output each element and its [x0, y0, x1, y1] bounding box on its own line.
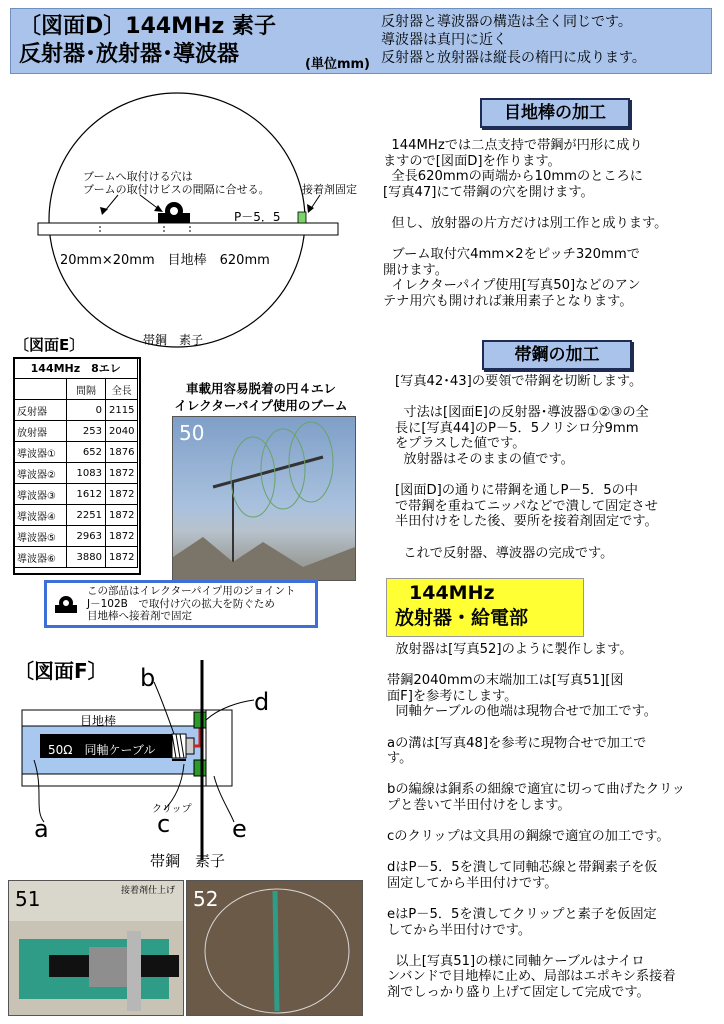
- header-note-1: 反射器と導波器の構造は全く同じです。: [381, 14, 632, 30]
- photo50-number: 50: [179, 421, 205, 445]
- table-header-cell: [14, 379, 67, 400]
- table-header-cell: 全長: [106, 379, 138, 400]
- table-cell: 3880: [67, 547, 106, 568]
- f-letter-b: b: [140, 664, 156, 692]
- photo50-caption-2: イレクターパイプ使用のブーム: [174, 398, 348, 413]
- joint-note-text: [87, 585, 296, 623]
- photo51-label: 接着剤仕上げ: [121, 886, 176, 896]
- f-letter-a: a: [34, 815, 49, 843]
- glue-label: 接着剤固定: [302, 183, 357, 196]
- rod-label: 20mm×20mm 目地棒 620mm: [60, 253, 270, 268]
- f-rod-label: 目地棒: [80, 714, 117, 728]
- table-cell: 652: [67, 442, 106, 463]
- section-text-radiator: 放射器は[写真52]のように製作します。 帯鋼2040mmの末端加工は[写真51][図 面F]を参考にします。 同軸ケーブルの他端は現物合せで加工です。 aの溝は[写真48]を参考に現物合せで加工で す。 bの編線は銅系の細線で適宜に切って曲げたクリッ プと巻いて半田付けをします。 cのクリップは文具用の鋼線で適宜の加工です。 dはP－5．5を潰して同軸芯線と帯鋼素子を仮 固定してから半田付けです。 eはP－5．5を潰してクリップと素子を仮固定 してから半田付けです。 以上[写真51]の様に同軸ケーブルはナイロ ンバンドで目地棒に止め、局部はエポキシ系接着 剤でしっかり盛り上げて固定して完成です。: [387, 642, 685, 1001]
- section-text-rod: 144MHzでは二点支持で帯鋼が円形に成り ますので[図面D]を作ります。 全長620mmの両端から10mmのところに [写真47]にて帯鋼の穴を開けます。 但し、放射器の片方だけは別工作と成ります。 ブーム取付穴4mm×2をピッチ320mmで 開けます。 イレクターパイプ使用[写真50]などのアン テナ用穴も開ければ兼用素子となります。: [383, 138, 668, 309]
- photo50-caption: [150, 380, 372, 414]
- joint-icon: [53, 593, 79, 615]
- table-cell: 2040: [106, 421, 138, 442]
- table-cell: 導波器④: [14, 505, 67, 526]
- table-cell: 0: [67, 400, 106, 421]
- table-cell: 導波器②: [14, 463, 67, 484]
- table-cell: 導波器⑤: [14, 526, 67, 547]
- table-cell: 1872: [106, 463, 138, 484]
- table-cell: 2115: [106, 400, 138, 421]
- table-row: [14, 400, 138, 421]
- f-letter-c: c: [157, 810, 171, 838]
- section-heading-radiator: [386, 578, 584, 637]
- table-cell: 2251: [67, 505, 106, 526]
- sleeve-e: [194, 760, 206, 776]
- joint-icon: [158, 202, 190, 223]
- f-letter-d: d: [254, 688, 270, 716]
- p55-label: P－5．5: [234, 210, 281, 224]
- f-element-label: 帯鋼 素子: [150, 852, 226, 870]
- table-cell: 1876: [106, 442, 138, 463]
- table-cell: 253: [67, 421, 106, 442]
- table-cell: 導波器①: [14, 442, 67, 463]
- table-row: [14, 421, 138, 442]
- header-unit: (単位mm): [305, 57, 370, 72]
- table-cell: 1872: [106, 526, 138, 547]
- diagram-f-title: 〔図面F〕: [14, 659, 108, 683]
- table-cell: 導波器⑥: [14, 547, 67, 568]
- section-heading-radiator-1: 144MHz: [409, 582, 495, 604]
- photo50-caption-1: 車載用容易脱着の円４エレ: [185, 381, 336, 396]
- rod-rect: [38, 223, 338, 235]
- glue-block: [298, 212, 306, 223]
- table-cell: 1872: [106, 547, 138, 568]
- table-cell: 反射器: [14, 400, 67, 421]
- section-text-steel: [写真42･43]の要領で帯鋼を切断します。 寸法は[図面E]の反射器･導波器①②③の全 長に[写真44]のP－5．5ノリシロ分9mm をプラスした値です。 放射器はそのままの値です。 [図面D]の通りに帯鋼を通しP－5．5の中 で帯鋼を重ねてニッパなどで潰して固定させ 半田付けをした後、要所を接着剤固定です。 これで反射器、導波器の完成です。: [395, 374, 658, 561]
- joint-note-line2: J－102B で取付け穴の拡大を防ぐため: [87, 597, 275, 610]
- page-header: [10, 8, 712, 74]
- sleeve-d: [194, 712, 206, 728]
- table-cell: 1083: [67, 463, 106, 484]
- table-row: [14, 484, 138, 505]
- table-cell: 1612: [67, 484, 106, 505]
- header-title-line2: 反射器･放射器･導波器: [19, 42, 240, 67]
- photo51-number: 51: [15, 887, 41, 911]
- f-cable-label: 50Ω 同軸ケーブル: [48, 743, 156, 757]
- table-row: [14, 442, 138, 463]
- boom-note-1: ブームへ取付ける穴は: [83, 170, 193, 183]
- section-heading-rod: 目地棒の加工: [480, 98, 630, 128]
- photo51: [8, 880, 184, 1016]
- joint-note: [44, 580, 318, 628]
- table-cell: 放射器: [14, 421, 67, 442]
- table-row: [14, 463, 138, 484]
- photo52-number: 52: [193, 887, 219, 911]
- table-e-caption: 144MHz 8エレ: [14, 358, 138, 379]
- f-clip-label: クリップ: [152, 804, 192, 815]
- table-cell: 導波器③: [14, 484, 67, 505]
- section-heading-radiator-2: 放射器・給電部: [395, 607, 529, 629]
- table-cell: 1872: [106, 505, 138, 526]
- table-cell: 2963: [67, 526, 106, 547]
- joint-note-line1: この部品はイレクターパイプ用のジョイント: [87, 585, 296, 597]
- photo50: [172, 416, 356, 581]
- table-row: [14, 505, 138, 526]
- table-row: [14, 547, 138, 568]
- element-label: 帯鋼 素子: [143, 333, 204, 347]
- photo52: [186, 880, 363, 1016]
- table-cell: 1872: [106, 484, 138, 505]
- header-note-2: 導波器は真円に近く: [381, 32, 507, 48]
- header-note-3: 反射器と放射器は縦長の楕円に成ります。: [381, 50, 646, 66]
- diagram-d: [30, 85, 370, 355]
- joint-note-line3: 目地棒へ接着剤で固定: [87, 610, 192, 622]
- table-row: [14, 526, 138, 547]
- boom-note-2: ブームの取付けビスの間隔に合せる。: [83, 183, 270, 196]
- header-title-line1: 〔図面D〕144MHz 素子: [19, 14, 276, 39]
- table-e-title: 〔図面E〕: [14, 336, 85, 354]
- table-e: [13, 357, 138, 568]
- table-header-cell: 間隔: [67, 379, 106, 400]
- section-heading-steel: 帯鋼の加工: [482, 340, 632, 370]
- f-letter-e: e: [232, 815, 247, 843]
